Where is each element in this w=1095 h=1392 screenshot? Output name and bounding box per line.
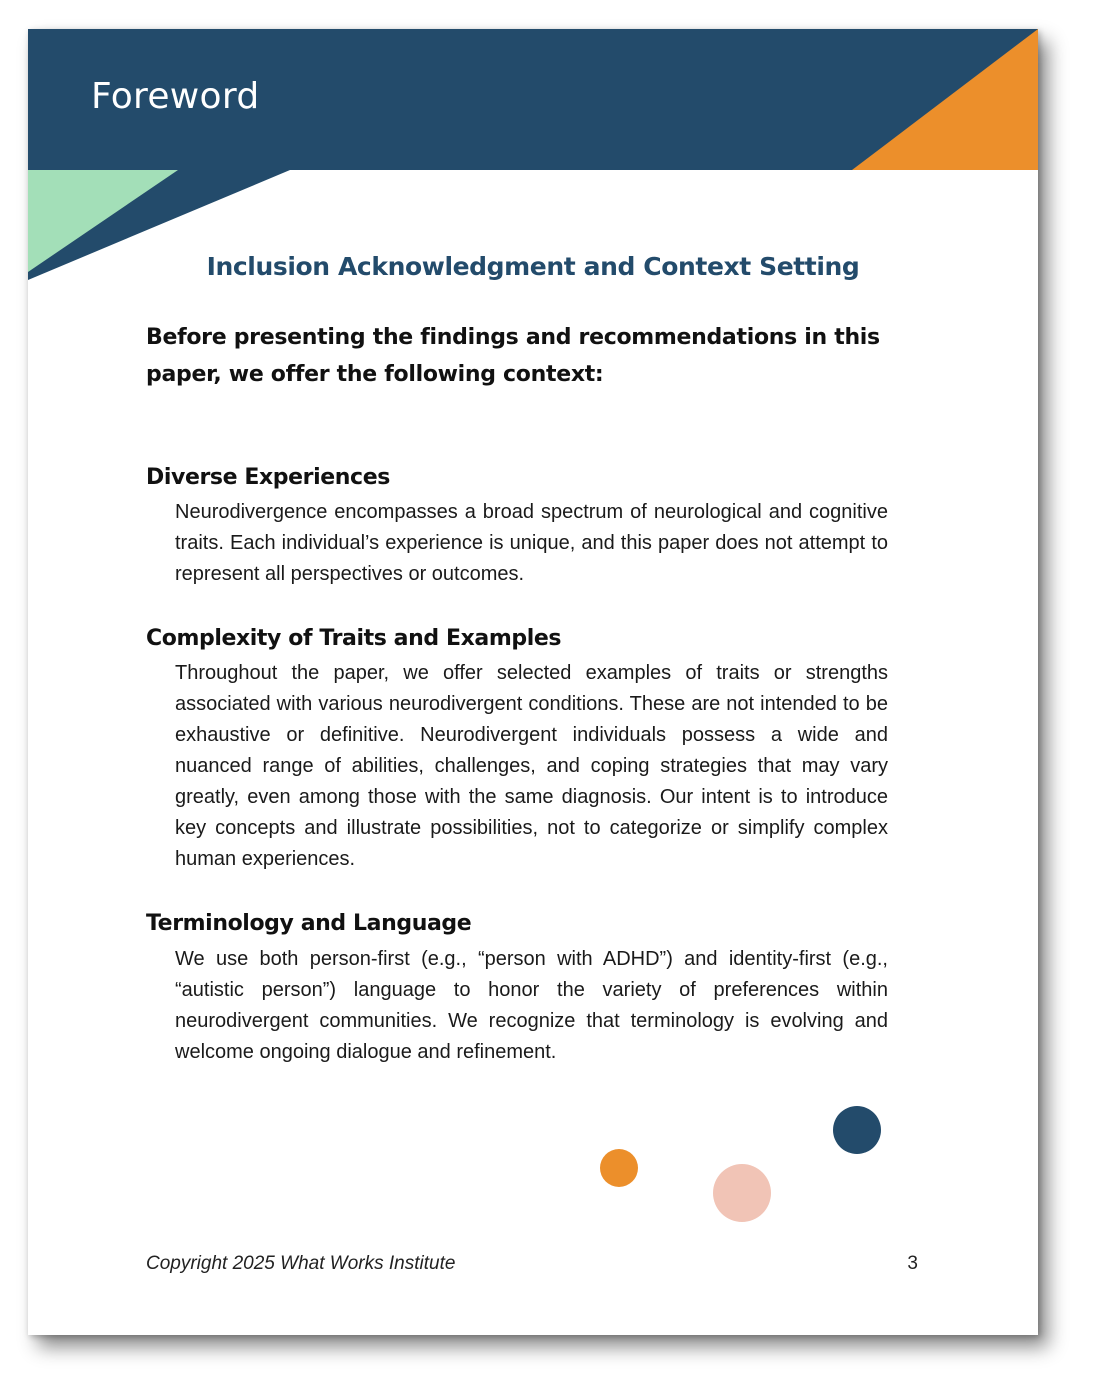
subsection-body-diverse-experiences: Neurodivergence encompasses a broad spectrum of neurological and cognitive traits. Each individual’s experience is unique, and this paper does not attempt to represent all perspectives or outcomes.	[175, 501, 888, 585]
footer-copyright: Copyright 2025 What Works Institute	[146, 1253, 456, 1274]
intro-text: Before presenting the findings and recommendations in this paper, we offer the following context:	[146, 325, 880, 387]
orange-dot	[600, 1149, 638, 1187]
navy-dot	[833, 1106, 881, 1154]
subsection-heading-diverse-experiences: Diverse Experiences	[146, 465, 390, 490]
section-heading: Inclusion Acknowledgment and Context Setting	[206, 252, 860, 281]
subsection-heading-terminology: Terminology and Language	[146, 911, 472, 936]
page-title: Foreword	[91, 76, 260, 117]
subsection-body-terminology: We use both person-first (e.g., “person with ADHD”) and identity-first (e.g., “autistic person”) language to honor the variety of preferences within neurodivergent communities. We recognize that terminology is evolving and welcome ongoing dialogue and refinement.	[175, 948, 888, 1063]
page-number: 3	[907, 1253, 918, 1274]
subsection-heading-complexity: Complexity of Traits and Examples	[146, 626, 562, 651]
document-page	[28, 29, 1038, 1335]
peach-dot	[713, 1164, 771, 1222]
decorative-dots	[28, 29, 1038, 1335]
subsection-body-complexity: Throughout the paper, we offer selected examples of traits or strengths associated with various neurodivergent conditions. These are not intended to be exhaustive or definitive. Neurodivergent individuals possess a wide and nuanced range of abilities, challenges, and coping strategies that may vary greatly, even among those with the same diagnosis. Our intent is to introduce key concepts and illustrate possibilities, not to categorize or simplify complex human experiences.	[175, 662, 888, 870]
